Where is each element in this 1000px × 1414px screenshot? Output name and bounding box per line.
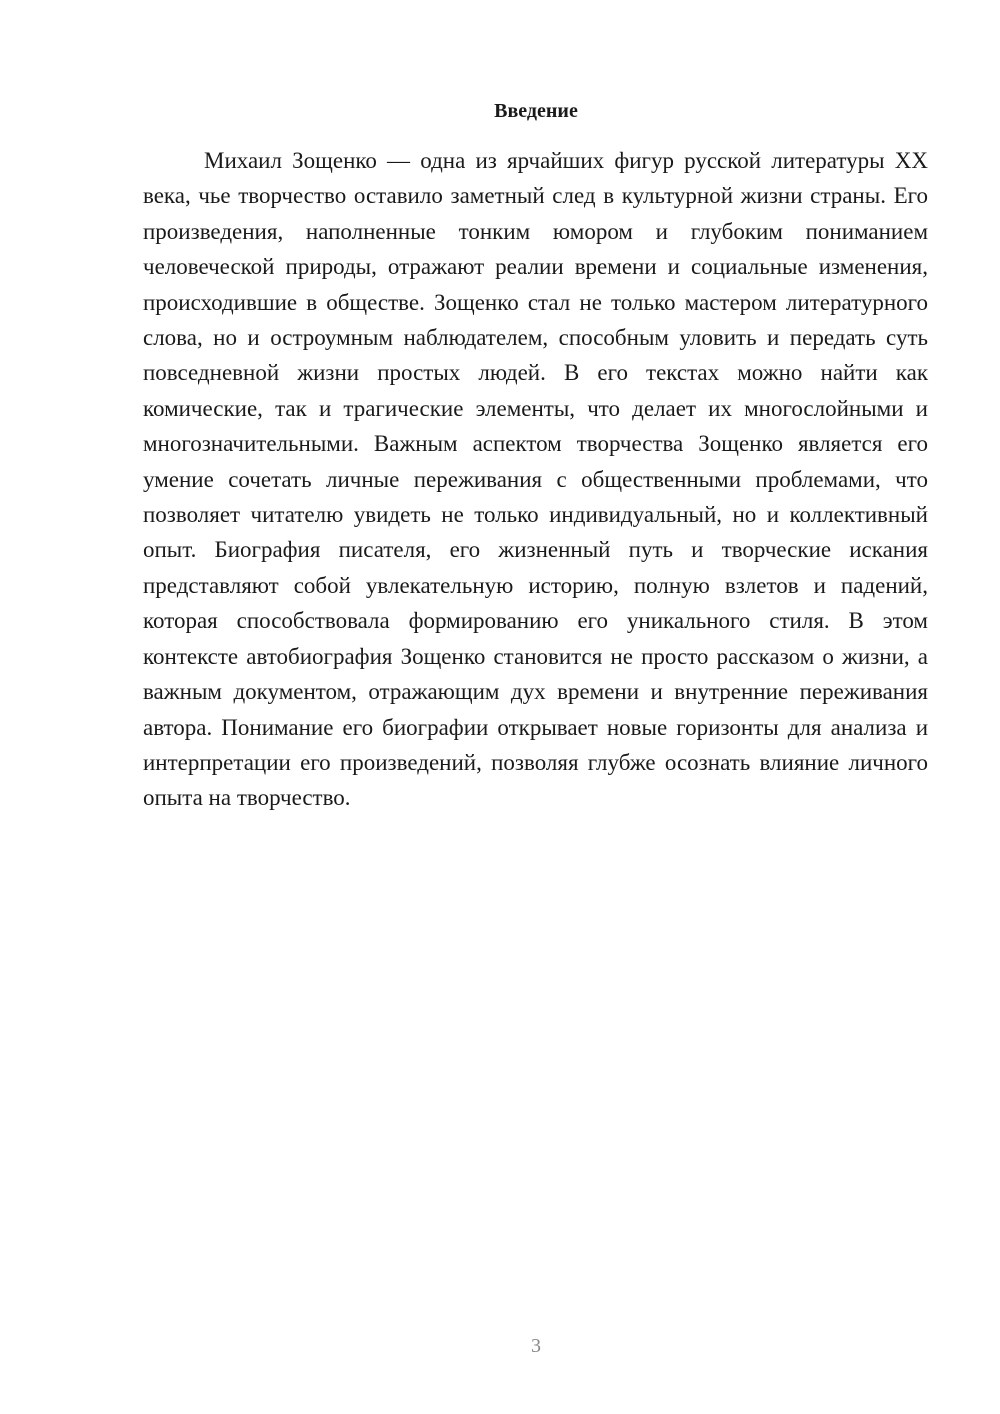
page-number: 3	[531, 1335, 541, 1357]
body-paragraph: Михаил Зощенко — одна из ярчайших фигур русской литературы XX века, чье творчество оставило заметный след в культурной жизни страны. Его произведения, наполненные тонким юмором и глубоким пониманием человеческой природы, отражают реалии времени и социальные изменения, происходившие в обществе. Зощенко стал не только мастером литературного слова, но и остроумным наблюдателем, способным уловить и передать суть повседневной жизни простых людей. В его текстах можно найти как комические, так и трагические элементы, что делает их многослойными и многозначительными. Важным аспектом творчества Зощенко является его умение сочетать личные переживания с общественными проблемами, что позволяет читателю увидеть не только индивидуальный, но и коллективный опыт. Биография писателя, его жизненный путь и творческие искания представляют собой увлекательную историю, полную взлетов и падений, которая способствовала формированию его уникального стиля. В этом контексте автобиография Зощенко становится не просто рассказом о жизни, а важным документом, отражающим дух времени и внутренние переживания автора. Понимание его биографии открывает новые горизонты для анализа и интерпретации его произведений, позволяя глубже осознать влияние личного опыта на творчество.	[143, 148, 928, 811]
section-heading: Введение	[494, 100, 578, 122]
